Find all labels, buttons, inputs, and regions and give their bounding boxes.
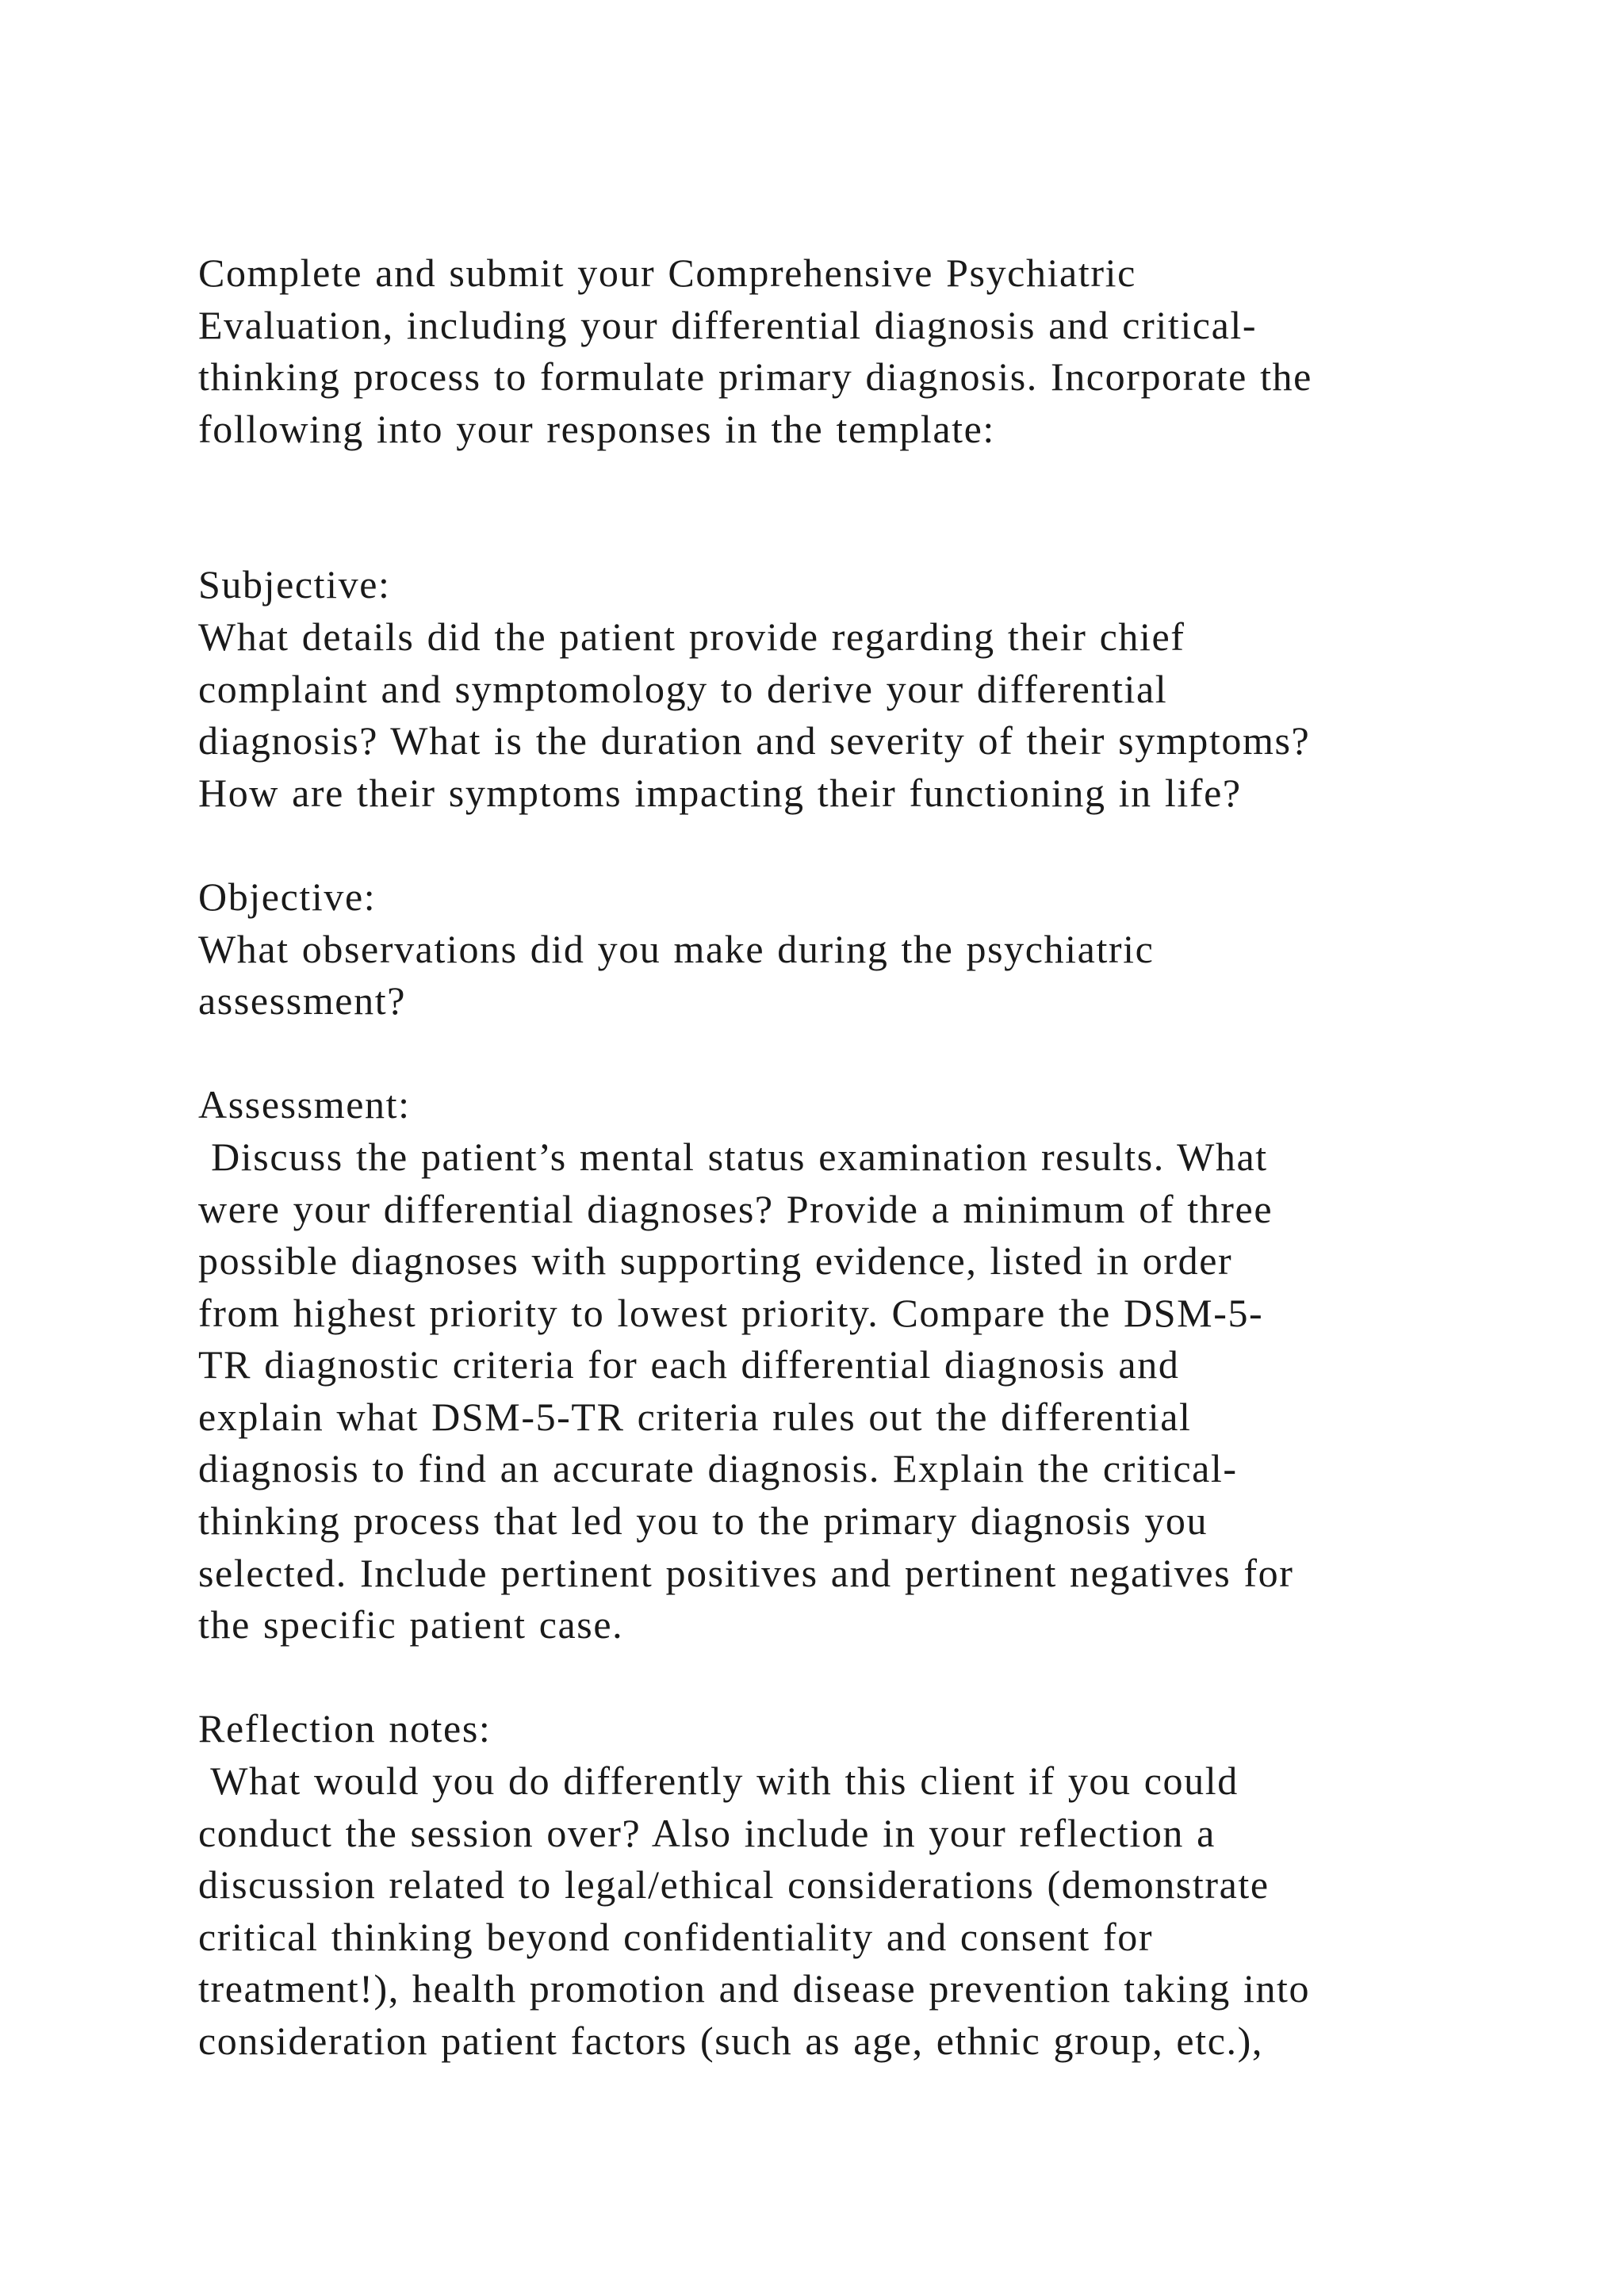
intro-paragraph [198,247,1499,455]
spacer [198,819,1499,871]
intro-line: following into your responses in the template: [198,406,995,451]
section-line: selected. Include pertinent positives and pertinent negatives for [198,1550,1294,1595]
section-line: possible diagnoses with supporting evidence, listed in order [198,1238,1233,1284]
spacer [198,1651,1499,1704]
section-line: critical thinking beyond confidentiality and consent for [198,1914,1154,1959]
section-line: discussion related to legal/ethical considerations (demonstrate [198,1862,1270,1908]
section-line: complaint and symptomology to derive your differential [198,666,1168,711]
section-reflection-notes [198,1703,1499,2067]
intro-line: Complete and submit your Comprehensive Psychiatric [198,251,1136,295]
section-heading: Objective: [198,874,377,919]
section-line: diagnosis? What is the duration and severity of their symptoms? [198,718,1311,763]
section-line: treatment!), health promotion and disease prevention taking into [198,1966,1311,2011]
section-heading: Subjective: [198,562,391,607]
section-line: assessment? [198,978,406,1024]
section-line: What details did the patient provide regarding their chief [198,614,1185,659]
section-heading: Reflection notes: [198,1706,492,1751]
spacer [198,1027,1499,1080]
section-line: How are their symptoms impacting their functioning in life? [198,770,1242,815]
section-line: TR diagnostic criteria for each differential diagnosis and [198,1342,1180,1387]
document-body [198,247,1499,2068]
section-objective [198,871,1499,1027]
section-line: What would you do differently with this client if you could [198,1758,1239,1804]
section-line: were your differential diagnoses? Provide a minimum of three [198,1186,1274,1231]
section-line: explain what DSM-5-TR criteria rules out the differential [198,1394,1192,1439]
section-line: diagnosis to find an accurate diagnosis. Explain the critical- [198,1446,1238,1491]
intro-line: thinking process to formulate primary diagnosis. Incorporate the [198,354,1312,400]
section-line: What observations did you make during the psychiatric [198,926,1155,971]
intro-line: Evaluation, including your differential diagnosis and critical- [198,302,1258,347]
section-line: conduct the session over? Also include in your reflection a [198,1810,1216,1855]
section-line: the specific patient case. [198,1602,624,1647]
spacer [198,455,1499,559]
section-line: from highest priority to lowest priority. Compare the DSM-5- [198,1290,1264,1335]
section-line: consideration patient factors (such as age, ethnic group, etc.), [198,2019,1263,2063]
section-heading: Assessment: [198,1082,411,1127]
section-subjective [198,559,1499,819]
section-assessment [198,1079,1499,1651]
section-line: thinking process that led you to the primary diagnosis you [198,1498,1208,1544]
section-line: Discuss the patient’s mental status examination results. What [198,1134,1268,1179]
